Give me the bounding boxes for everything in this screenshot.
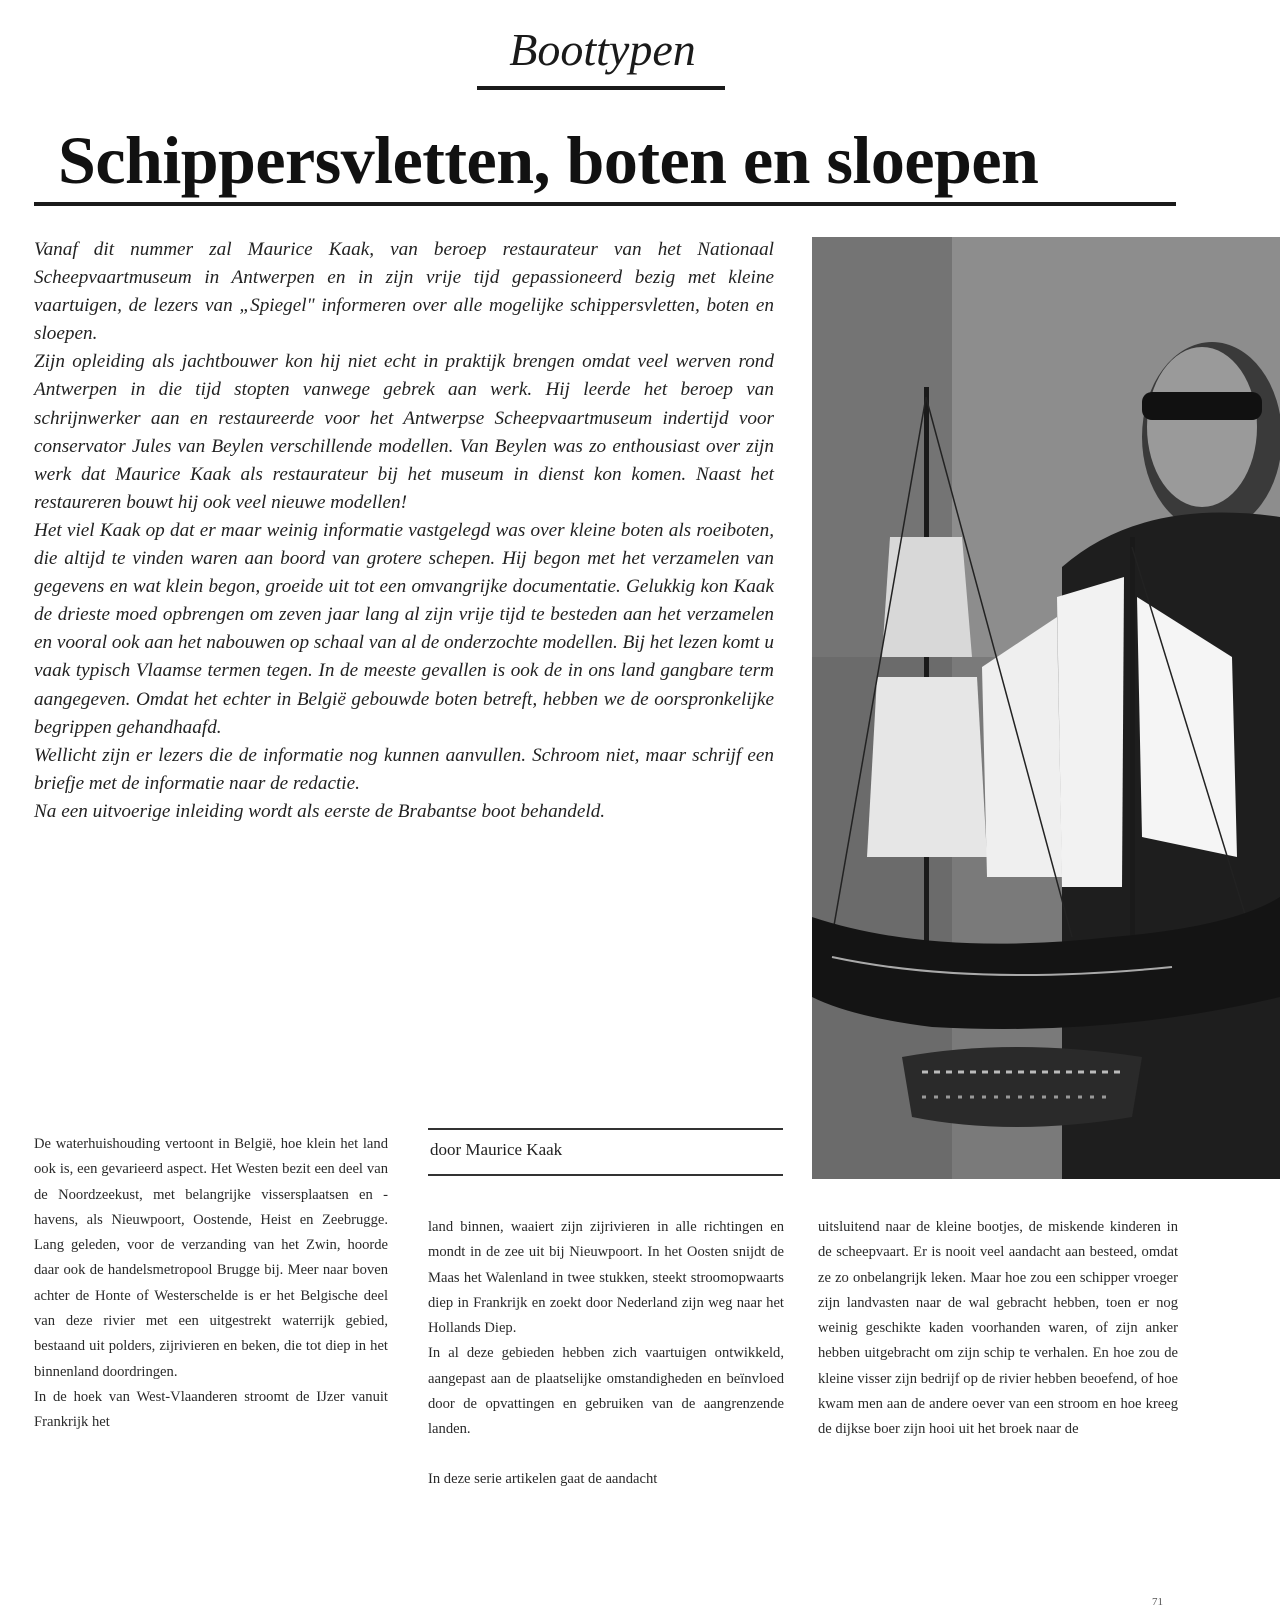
body-column-1 [34, 1132, 388, 1436]
intro-paragraph: Zijn opleiding als jachtbouwer kon hij niet echt in praktijk brengen omdat veel werven rond Antwerpen in die tijd stopten vanwege gebrek aan werk. Hij leerde het beroep van schrijnwerker aan en restaureerde voor het Antwerpse Scheepvaartmuseum indertijd voor conservator Jules van Beylen verschillende modellen. Van Beylen was zo enthousiast over zijn werk dat Maurice Kaak als restaurateur bij het museum in dienst kon komen. Naast het restaureren bouwt hij ook veel nieuwe modellen! [34, 351, 774, 513]
byline-rule-top [428, 1128, 783, 1130]
byline-rule-bottom [428, 1174, 783, 1176]
intro-paragraph: Vanaf dit nummer zal Maurice Kaak, van beroep restaurateur van het Nationaal Scheepvaartmuseum in Antwerpen en in zijn vrije tijd gepassioneerd bezig met kleine vaartuigen, de lezers van „Spiegel" informeren over alle mogelijke schippersvletten, boten en sloepen. [34, 239, 774, 345]
photo-man-with-ship-model [812, 237, 1280, 1179]
headline-rule [34, 202, 1176, 206]
section-kicker: Boottypen [509, 24, 696, 75]
body-paragraph: uitsluitend naar de kleine bootjes, de miskende kinderen in de scheepvaart. Er is nooit veel aandacht aan besteed, omdat ze zo onbelangrijk leken. Maar hoe zou een schipper vroeger zijn landvasten naar de wal gebracht hebben, toen er nog weinig geschikte kaden voorhanden waren, of zijn anker hebben uitgebracht om zijn schip te verhalen. En hoe zou de kleine visser zijn bedrijf op de rivier hebben beoefend, of hoe kwam men aan de andere oever van een stroom en hoe kreeg de dijkse boer zijn hooi uit het broek naar de [818, 1219, 1178, 1438]
body-column-2 [428, 1215, 784, 1492]
paragraph-gap [428, 1443, 784, 1467]
article-headline: Schippersvletten, boten en sloepen [58, 122, 1039, 198]
body-paragraph: land binnen, waaiert zijn zijrivieren in alle richtingen en mondt in de zee uit bij Nieuwpoort. In het Oosten snijdt de Maas het Walenland in twee stukken, steekt stroomopwaarts diep in Frankrijk en zoekt door Nederland zijn weg naar het Hollands Diep. [428, 1219, 784, 1337]
kicker-underline [477, 86, 725, 90]
intro-paragraph: Na een uitvoerige inleiding wordt als eerste de Brabantse boot behandeld. [34, 800, 606, 822]
body-paragraph: In de hoek van West-Vlaanderen stroomt de IJzer vanuit Frankrijk het [34, 1388, 388, 1431]
intro-paragraph: Het viel Kaak op dat er maar weinig informatie vastgelegd was over kleine boten als roeiboten, die altijd te vinden waren aan boord van grotere schepen. Hij begon met het verzamelen van gegevens en wat klein begon, groeide uit tot een omvangrijke documentatie. Gelukkig kon Kaak de drieste moed opbrengen om zeven jaar lang al zijn vrije tijd te besteden aan het verzamelen en vooral ook aan het nabouwen op schaal van al de onderzochte modellen. Bij het lezen komt u vaak typisch Vlaamse termen tegen. In de meeste gevallen is ook de in ons land gangbare term aangegeven. Omdat het echter in België gebouwde boten betreft, hebben we de oorspronkelijke begrippen gehandhaafd. [34, 519, 774, 738]
intro-text [34, 236, 774, 826]
byline: door Maurice Kaak [430, 1140, 563, 1159]
body-paragraph: In al deze gebieden hebben zich vaartuigen ontwikkeld, aangepast aan de plaatselijke omstandigheden en beïnvloed door de opvattingen en gebruiken van de aangrenzende landen. [428, 1345, 784, 1438]
page-number: 71 [1152, 1596, 1163, 1608]
body-column-3 [818, 1215, 1178, 1443]
intro-paragraph: Wellicht zijn er lezers die de informatie nog kunnen aanvullen. Schroom niet, maar schrijf een briefje met de informatie naar de redactie. [34, 744, 774, 794]
ship-model-photo-illustration [812, 237, 1280, 1179]
body-paragraph: De waterhuishouding vertoont in België, hoe klein het land ook is, een gevarieerd aspect. Het Westen bezit een deel van de Noordzeekust, met belangrijke vissersplaatsen en -havens, als Nieuwpoort, Oostende, Heist en Zeebrugge. Lang geleden, voor de verzanding van het Zwin, hoorde daar ook de handelsmetropool Brugge bij. Meer naar boven achter de Honte of Westerschelde is er het Belgische deel van deze rivier met een uitgestrekt waterrijk gebied, bestaand uit polders, zijrivieren en beken, die tot diep in het binnenland doordringen. [34, 1136, 388, 1380]
body-paragraph: In deze serie artikelen gaat de aandacht [428, 1470, 658, 1487]
